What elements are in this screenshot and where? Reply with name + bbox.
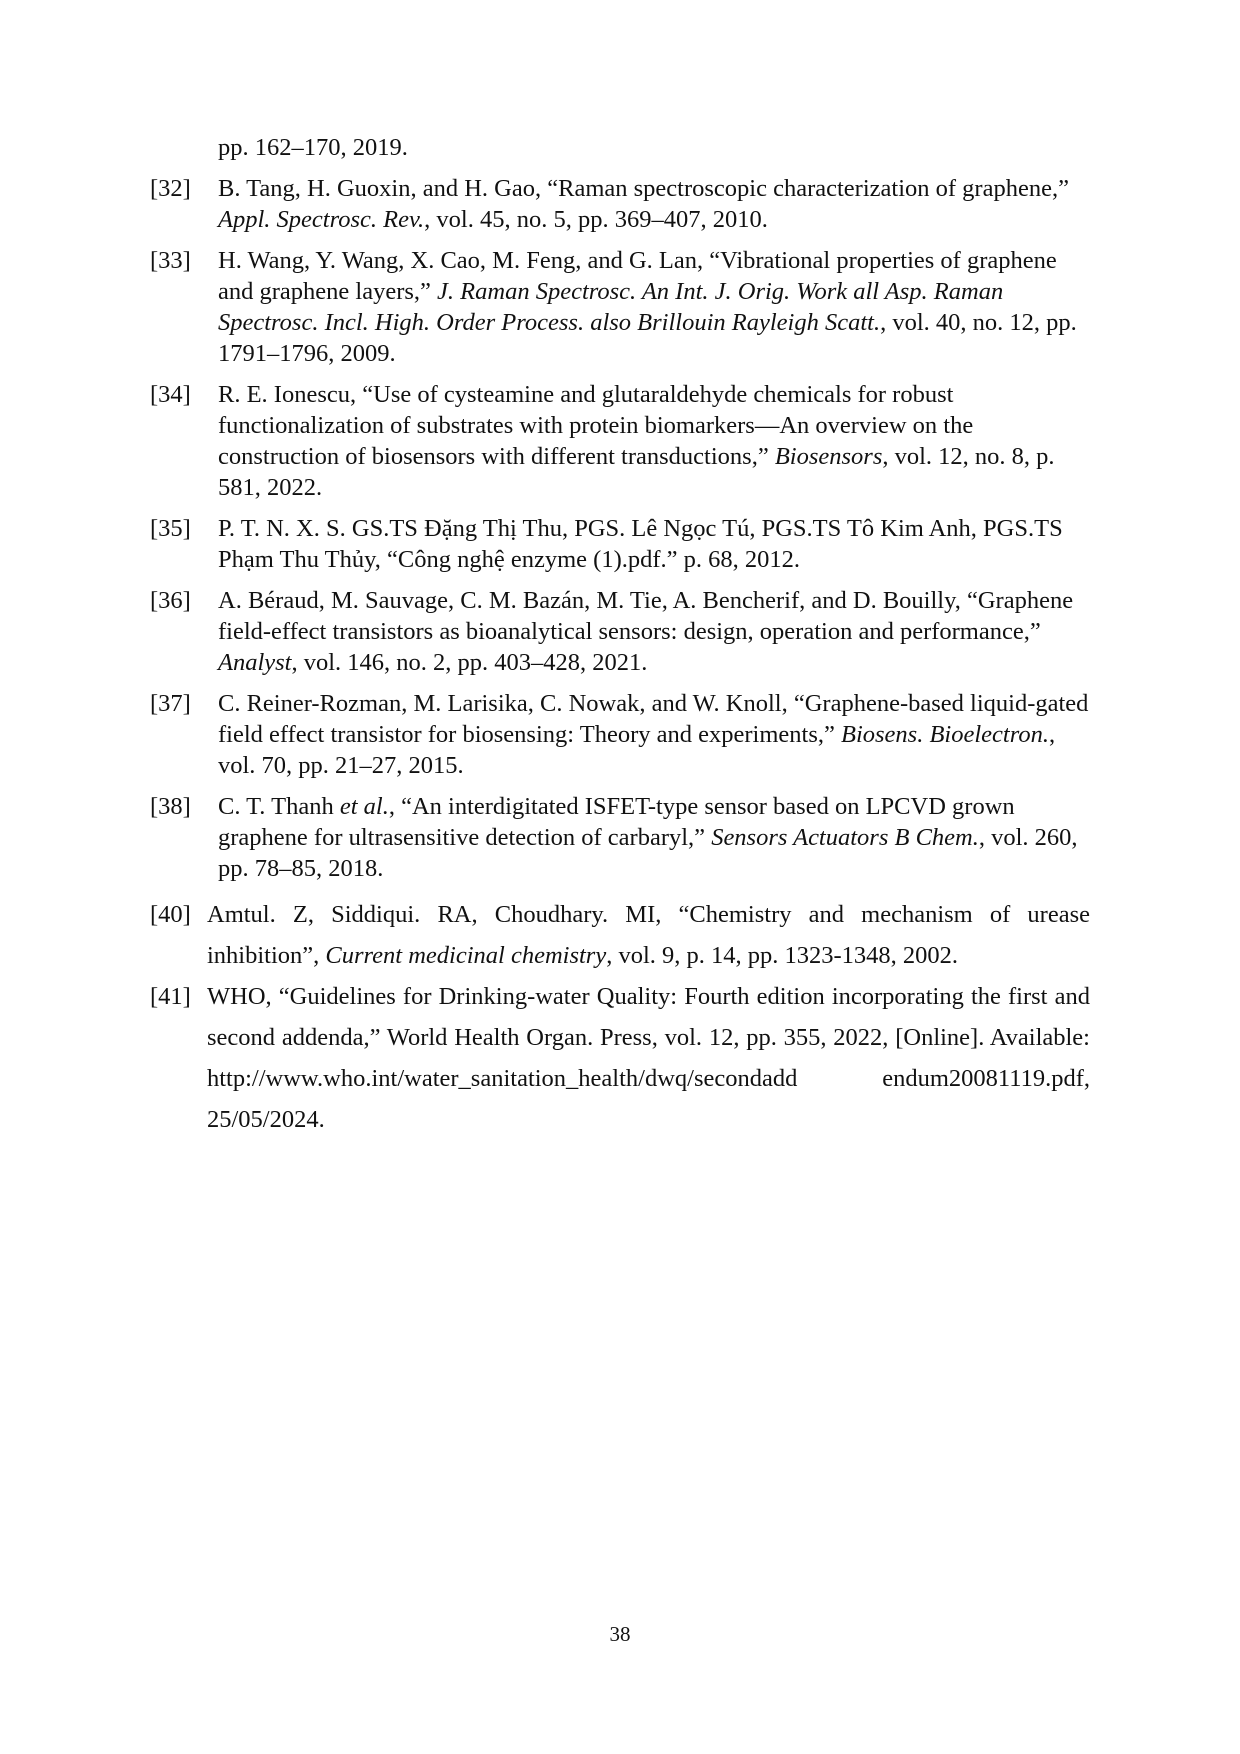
reference-number: [38]: [150, 793, 191, 820]
reference-authors-title: C. Reiner-Rozman, M. Larisika, C. Nowak, and W. Knoll, “Graphene-based liquid-gated field effect transistor for biosensing: Theory and experiments,”: [218, 690, 1089, 748]
reference-41: [150, 976, 1090, 1140]
reference-authors-title: R. E. Ionescu, “Use of cysteamine and glutaraldehyde chemicals for robust functionalization of substrates with protein biomarkers—An overview on the construction of biosensors with different transductions,”: [218, 381, 974, 470]
reference-36: [150, 585, 1090, 678]
reference-journal: Biosensors: [774, 443, 883, 470]
reference-text: pp. 162–170, 2019.: [218, 134, 408, 161]
reference-journal: J. Raman Spectrosc. An Int. J. Orig. Work all Asp. Raman Spectrosc. Incl. High. Order Process. also Brillouin Rayleigh Scatt.: [218, 278, 1004, 336]
reference-number: [37]: [150, 690, 191, 717]
reference-authors-title: B. Tang, H. Guoxin, and H. Gao, “Raman spectroscopic characterization of graphene,”: [218, 175, 1069, 202]
reference-journal: Current medicinal chemistry: [325, 942, 607, 969]
reference-authors-title: A. Béraud, M. Sauvage, C. M. Bazán, M. Tie, A. Bencherif, and D. Bouilly, “Graphene field-effect transistors as bioanalytical sensors: design, operation and performance,”: [218, 587, 1074, 645]
reference-journal: Analyst: [218, 649, 292, 676]
reference-continuation: [150, 132, 1090, 163]
reference-number: [36]: [150, 587, 191, 614]
page-number: 38: [609, 1622, 631, 1646]
reference-number: [35]: [150, 515, 191, 542]
reference-35: [150, 513, 1090, 575]
reference-details: , vol. 12, no. 8, p. 581, 2022.: [218, 443, 1055, 501]
reference-text: P. T. N. X. S. GS.TS Đặng Thị Thu, PGS. Lê Ngọc Tú, PGS.TS Tô Kim Anh, PGS.TS Phạm Thu Thủy, “Công nghệ enzyme (1).pdf.” p. 68, 2012.: [218, 515, 1063, 573]
reference-title: , “An interdigitated ISFET-type sensor based on LPCVD grown graphene for ultrasensitive detection of carbaryl,”: [218, 793, 1015, 851]
reference-details: , vol. 260, pp. 78–85, 2018.: [218, 824, 1078, 882]
reference-number: [34]: [150, 381, 191, 408]
reference-details: , vol. 146, no. 2, pp. 403–428, 2021.: [291, 649, 648, 676]
reference-journal: Sensors Actuators B Chem.: [711, 824, 979, 851]
reference-number: [41]: [150, 983, 191, 1010]
reference-details: , vol. 45, no. 5, pp. 369–407, 2010.: [424, 206, 768, 233]
reference-text: WHO, “Guidelines for Drinking-water Quality: Fourth edition incorporating the first and second addenda,” World Health Organ. Press, vol. 12, pp. 355, 2022, [Online]. Available: http://www.who.int/water_sanitation_health/dwq/secondadd endum20081119.pdf, 25/05/2024.: [207, 983, 1090, 1133]
reference-authors: C. T. Thanh: [218, 793, 340, 820]
reference-34: [150, 379, 1090, 503]
reference-journal: Appl. Spectrosc. Rev.: [218, 206, 425, 233]
reference-33: [150, 245, 1090, 369]
reference-40: [150, 894, 1090, 976]
reference-details: , vol. 70, pp. 21–27, 2015.: [218, 721, 1056, 779]
reference-number: [40]: [150, 901, 191, 928]
reference-32: [150, 173, 1090, 235]
reference-number: [33]: [150, 247, 191, 274]
reference-38: [150, 791, 1090, 884]
reference-details: , vol. 9, p. 14, pp. 1323-1348, 2002.: [606, 942, 959, 969]
reference-37: [150, 688, 1090, 781]
reference-authors-title: H. Wang, Y. Wang, X. Cao, M. Feng, and G. Lan, “Vibrational properties of graphene and graphene layers,”: [218, 247, 1057, 305]
reference-number: [32]: [150, 175, 191, 202]
reference-et-al: et al.: [339, 793, 389, 820]
reference-details: , vol. 40, no. 12, pp. 1791–1796, 2009.: [218, 309, 1077, 367]
reference-authors-title: Amtul. Z, Siddiqui. RA, Choudhary. MI, “Chemistry and mechanism of urease inhibition”,: [207, 901, 1090, 969]
reference-journal: Biosens. Bioelectron.: [840, 721, 1049, 748]
reference-list: [150, 132, 1090, 1140]
